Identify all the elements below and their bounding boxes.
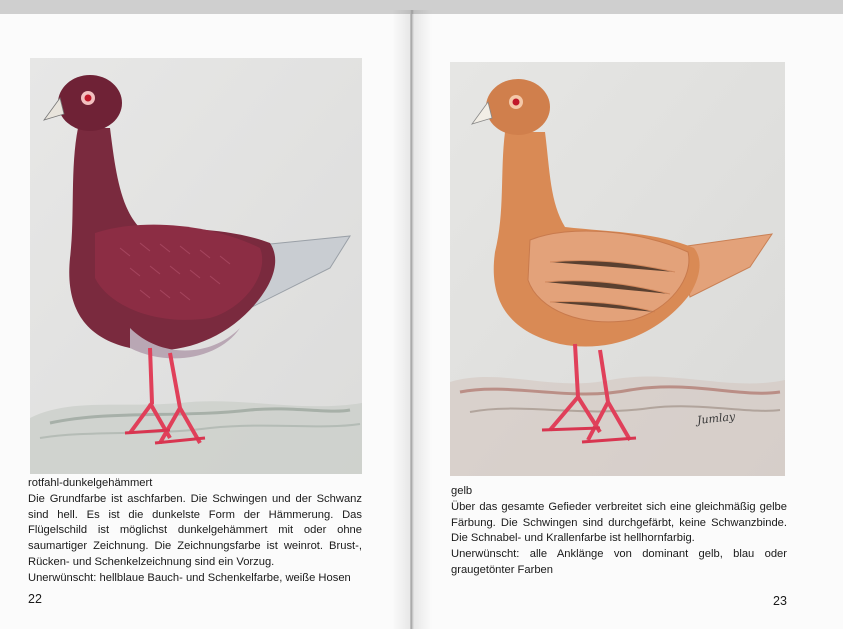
- description-left: Die Grundfarbe ist aschfarben. Die Schwingen und der Schwanz sind hell. Es ist die dunkelste Form der Hämmerung. Das Flügelschild ist möglichst dunkelgehämmert mit oder ohne saumartiger Zeichnung. Die Zeichnungsfarbe ist weinrot. Brust-, Rücken- und Schenkelzeichnung sind ein Vorzug.: [28, 492, 362, 568]
- right-page-text: [451, 484, 787, 579]
- book-gutter: [392, 10, 432, 629]
- undesired-right: Unerwünscht: alle Anklänge von dominant gelb, blau oder graugetönter Farben: [451, 548, 787, 576]
- undesired-left: Unerwünscht: hellblaue Bauch- und Schenkelfarbe, weiße Hosen: [28, 571, 351, 584]
- description-right: Über das gesamte Gefieder verbreitet sich eine gleichmäßig gelbe Färbung. Die Schwingen sind durchgefärbt, keine Schwanzbinde. Die Schnabel- und Krallenfarbe ist hellhornfarbig.: [451, 500, 787, 545]
- left-page-text: [28, 476, 362, 587]
- caption-right: gelb: [451, 485, 473, 497]
- page-number-left: 22: [28, 592, 42, 606]
- page-number-right: 23: [773, 594, 787, 608]
- artist-signature: Jumlay: [696, 410, 736, 427]
- caption-left: rotfahl-dunkelgehämmert: [28, 477, 153, 489]
- illustration-dark-red-pigeon: [30, 58, 362, 474]
